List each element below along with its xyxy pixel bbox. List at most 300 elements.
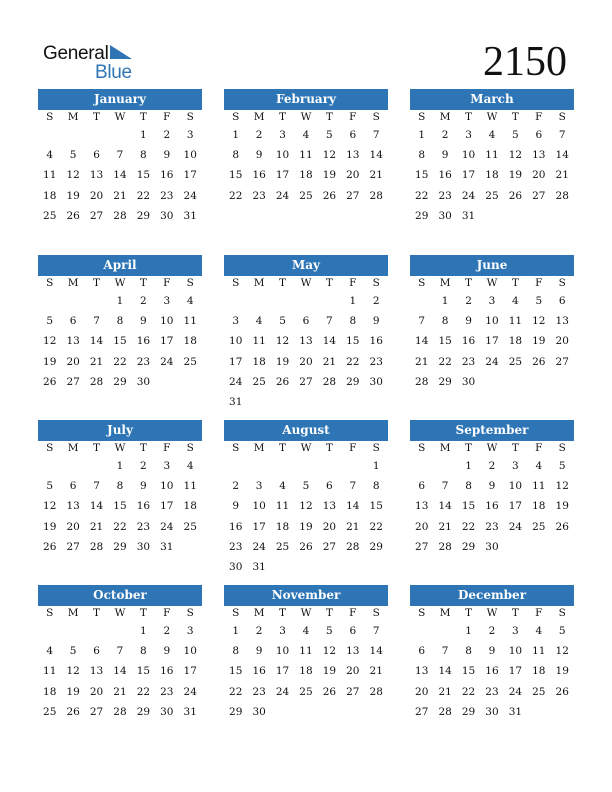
day-cell: 17	[508, 665, 523, 678]
weekday-label: W	[300, 277, 312, 289]
day-cell: 16	[160, 169, 174, 182]
day-cell: 9	[232, 500, 240, 513]
day-cell: 20	[322, 520, 337, 533]
weekday-label: W	[114, 111, 126, 123]
day-cell: 29	[229, 705, 243, 718]
weekday-label: F	[163, 442, 171, 454]
weekday-label: S	[372, 442, 380, 454]
weekday-label: F	[163, 607, 171, 619]
day-cell: 27	[89, 209, 104, 222]
day-cell: 14	[346, 500, 360, 513]
weekday-label: T	[93, 607, 101, 619]
empty-day-cell	[433, 456, 456, 476]
month-august	[224, 420, 388, 577]
day-cell: 19	[322, 169, 337, 182]
day-cell: 12	[555, 645, 569, 658]
day-cell: 20	[346, 169, 360, 182]
empty-day-cell	[294, 456, 317, 476]
day-cell: 4	[46, 149, 54, 162]
day-cell: 14	[113, 665, 127, 678]
day-cell: 1	[140, 625, 147, 637]
day-cell: 22	[461, 685, 476, 698]
day-cell: 26	[555, 520, 569, 533]
day-cell: 6	[418, 480, 426, 493]
day-cell: 14	[415, 335, 429, 348]
empty-day-cell	[224, 456, 247, 476]
day-cell: 8	[441, 315, 449, 328]
weekday-label: W	[300, 442, 312, 454]
day-cell: 9	[255, 645, 263, 658]
day-cell: 9	[488, 480, 496, 493]
day-cell: 25	[299, 685, 313, 698]
day-cell: 19	[66, 685, 80, 698]
day-cell: 26	[43, 540, 57, 553]
day-cell: 7	[418, 315, 426, 328]
day-cell: 13	[322, 500, 337, 513]
day-cell: 20	[299, 355, 313, 368]
month-april	[38, 255, 202, 392]
weekday-label: T	[465, 277, 473, 289]
month-october	[38, 585, 202, 722]
day-cell: 5	[69, 645, 77, 658]
day-cell: 13	[346, 149, 360, 162]
day-cell: 11	[275, 500, 290, 513]
month-header: November	[224, 585, 388, 606]
day-cell: 6	[302, 315, 310, 328]
day-cell: 10	[229, 335, 243, 348]
weekday-label: S	[232, 111, 240, 123]
day-cell: 23	[229, 540, 243, 553]
month-day-grid	[38, 276, 202, 392]
day-cell: 17	[183, 169, 197, 182]
day-cell: 2	[255, 625, 263, 637]
day-cell: 26	[322, 685, 337, 698]
day-cell: 22	[136, 685, 151, 698]
day-cell: 17	[275, 169, 290, 182]
day-cell: 24	[508, 520, 523, 533]
day-cell: 28	[113, 209, 127, 222]
day-cell: 9	[140, 315, 147, 328]
day-cell: 12	[322, 149, 337, 162]
day-cell: 23	[160, 189, 174, 202]
day-cell: 13	[555, 315, 569, 328]
day-cell: 7	[326, 315, 333, 328]
day-cell: 8	[465, 480, 472, 493]
day-cell: 5	[512, 129, 519, 141]
month-day-grid	[410, 276, 574, 392]
empty-day-cell	[224, 291, 247, 311]
month-header: May	[224, 255, 388, 276]
weekday-label: T	[93, 442, 101, 454]
day-cell: 22	[438, 355, 452, 368]
weekday-label: S	[232, 442, 240, 454]
day-cell: 9	[441, 149, 449, 162]
weekday-label: F	[349, 607, 357, 619]
day-cell: 27	[532, 189, 546, 202]
day-cell: 19	[66, 189, 80, 202]
month-day-grid	[224, 276, 388, 412]
day-cell: 26	[43, 375, 57, 388]
day-cell: 19	[275, 355, 290, 368]
day-cell: 4	[46, 645, 54, 658]
day-cell: 3	[465, 129, 472, 141]
weekday-label: S	[558, 442, 566, 454]
day-cell: 23	[369, 355, 383, 368]
day-cell: 18	[183, 500, 197, 513]
day-cell: 24	[275, 189, 290, 202]
month-december	[410, 585, 574, 722]
day-cell: 14	[113, 169, 127, 182]
day-cell: 19	[299, 520, 313, 533]
day-cell: 15	[415, 169, 429, 182]
weekday-label: T	[325, 442, 333, 454]
day-cell: 25	[183, 355, 197, 368]
day-cell: 16	[252, 665, 266, 678]
day-cell: 22	[136, 189, 151, 202]
weekday-label: T	[279, 277, 287, 289]
day-cell: 14	[89, 500, 104, 513]
day-cell: 4	[535, 460, 543, 472]
day-cell: 4	[255, 315, 263, 328]
empty-day-cell	[410, 621, 433, 641]
day-cell: 18	[299, 665, 313, 678]
day-cell: 30	[438, 209, 452, 222]
day-cell: 29	[136, 209, 151, 222]
month-february	[224, 89, 388, 206]
weekday-label: T	[465, 607, 473, 619]
weekday-label: F	[535, 442, 543, 454]
weekday-label: T	[139, 607, 147, 619]
month-header: January	[38, 89, 202, 110]
day-cell: 6	[69, 480, 77, 493]
weekday-label: F	[349, 277, 357, 289]
day-cell: 24	[183, 189, 197, 202]
weekday-label: T	[93, 111, 101, 123]
day-cell: 17	[485, 335, 499, 348]
day-cell: 5	[302, 480, 310, 493]
weekday-label: T	[511, 607, 519, 619]
month-may	[224, 255, 388, 412]
day-cell: 2	[163, 129, 171, 141]
day-cell: 24	[183, 685, 197, 698]
day-cell: 27	[322, 540, 337, 553]
day-cell: 4	[186, 460, 194, 472]
day-cell: 7	[558, 129, 566, 141]
weekday-label: W	[114, 277, 126, 289]
day-cell: 2	[465, 295, 472, 307]
day-cell: 17	[183, 665, 197, 678]
day-cell: 31	[229, 395, 243, 408]
day-cell: 17	[252, 520, 266, 533]
day-cell: 4	[302, 625, 310, 637]
day-cell: 5	[558, 460, 566, 472]
day-cell: 31	[160, 540, 174, 553]
day-cell: 8	[140, 645, 147, 658]
day-cell: 28	[89, 375, 104, 388]
day-cell: 3	[279, 129, 286, 141]
weekday-label: M	[67, 111, 79, 123]
day-cell: 1	[465, 625, 472, 637]
day-cell: 25	[43, 209, 57, 222]
day-cell: 3	[163, 460, 171, 472]
weekday-label: M	[439, 607, 451, 619]
empty-day-cell	[318, 291, 341, 311]
empty-day-cell	[38, 456, 61, 476]
month-july	[38, 420, 202, 557]
logo-text-blue: Blue	[95, 62, 132, 83]
day-cell: 28	[322, 375, 337, 388]
day-cell: 4	[279, 480, 286, 493]
day-cell: 19	[322, 665, 337, 678]
day-cell: 28	[369, 685, 383, 698]
day-cell: 21	[555, 169, 569, 182]
day-cell: 23	[485, 685, 499, 698]
day-cell: 15	[229, 665, 243, 678]
weekday-label: M	[439, 111, 451, 123]
day-cell: 21	[369, 665, 383, 678]
weekday-label: M	[439, 277, 451, 289]
day-cell: 14	[322, 335, 337, 348]
weekday-label: F	[535, 111, 543, 123]
weekday-label: S	[372, 277, 380, 289]
day-cell: 16	[252, 169, 266, 182]
weekday-label: S	[232, 607, 240, 619]
empty-day-cell	[85, 125, 108, 145]
day-cell: 23	[438, 189, 452, 202]
day-cell: 25	[43, 705, 57, 718]
day-cell: 11	[183, 315, 197, 328]
day-cell: 7	[372, 129, 380, 141]
day-cell: 16	[136, 500, 151, 513]
day-cell: 1	[465, 460, 472, 472]
weekday-label: M	[253, 607, 265, 619]
month-header: June	[410, 255, 574, 276]
day-cell: 30	[136, 375, 151, 388]
month-january	[38, 89, 202, 226]
empty-day-cell	[433, 621, 456, 641]
day-cell: 20	[532, 169, 546, 182]
month-header: October	[38, 585, 202, 606]
weekday-label: S	[186, 277, 194, 289]
day-cell: 27	[555, 355, 569, 368]
day-cell: 29	[438, 375, 452, 388]
day-cell: 8	[349, 315, 357, 328]
day-cell: 25	[485, 189, 499, 202]
day-cell: 2	[232, 480, 240, 493]
weekday-label: T	[511, 442, 519, 454]
day-cell: 3	[232, 315, 240, 328]
day-cell: 2	[488, 460, 496, 472]
weekday-label: M	[67, 442, 79, 454]
day-cell: 3	[255, 480, 263, 493]
day-cell: 9	[465, 315, 472, 328]
empty-day-cell	[410, 291, 433, 311]
weekday-label: S	[46, 442, 54, 454]
empty-day-cell	[61, 125, 84, 145]
weekday-label: T	[511, 277, 519, 289]
day-cell: 13	[89, 169, 104, 182]
day-cell: 16	[160, 665, 174, 678]
day-cell: 12	[299, 500, 313, 513]
day-cell: 5	[69, 149, 77, 162]
day-cell: 8	[140, 149, 147, 162]
day-cell: 21	[89, 520, 104, 533]
day-cell: 29	[461, 540, 476, 553]
empty-day-cell	[61, 621, 84, 641]
day-cell: 9	[255, 149, 263, 162]
day-cell: 22	[113, 520, 127, 533]
day-cell: 24	[229, 375, 243, 388]
day-cell: 22	[113, 355, 127, 368]
day-cell: 16	[461, 335, 476, 348]
day-cell: 13	[415, 500, 429, 513]
day-cell: 16	[229, 520, 243, 533]
day-cell: 18	[485, 169, 499, 182]
weekday-label: T	[139, 442, 147, 454]
day-cell: 31	[183, 705, 197, 718]
day-cell: 27	[415, 540, 429, 553]
month-march	[410, 89, 574, 226]
day-cell: 20	[66, 355, 80, 368]
day-cell: 6	[349, 625, 357, 637]
weekday-label: S	[186, 442, 194, 454]
weekday-label: S	[46, 607, 54, 619]
month-september	[410, 420, 574, 557]
day-cell: 9	[488, 645, 496, 658]
day-cell: 15	[229, 169, 243, 182]
day-cell: 30	[485, 705, 499, 718]
weekday-label: M	[253, 442, 265, 454]
day-cell: 20	[66, 520, 80, 533]
day-cell: 3	[488, 295, 496, 307]
day-cell: 10	[485, 315, 499, 328]
day-cell: 5	[279, 315, 286, 328]
weekday-label: F	[535, 607, 543, 619]
day-cell: 12	[532, 315, 546, 328]
day-cell: 14	[369, 149, 383, 162]
day-cell: 28	[438, 705, 452, 718]
day-cell: 10	[160, 315, 174, 328]
weekday-label: W	[300, 111, 312, 123]
day-cell: 21	[89, 355, 104, 368]
weekday-label: T	[139, 277, 147, 289]
day-cell: 21	[322, 355, 337, 368]
weekday-label: F	[349, 111, 357, 123]
day-cell: 20	[89, 189, 104, 202]
day-cell: 22	[415, 189, 429, 202]
day-cell: 30	[229, 560, 243, 573]
month-day-grid	[38, 606, 202, 722]
empty-day-cell	[108, 621, 131, 641]
day-cell: 11	[532, 480, 546, 493]
day-cell: 2	[488, 625, 496, 637]
day-cell: 18	[532, 665, 546, 678]
day-cell: 6	[69, 315, 77, 328]
day-cell: 17	[160, 500, 174, 513]
weekday-label: W	[300, 607, 312, 619]
month-header: August	[224, 420, 388, 441]
day-cell: 11	[299, 149, 313, 162]
day-cell: 14	[438, 500, 452, 513]
day-cell: 6	[326, 480, 333, 493]
day-cell: 2	[140, 295, 147, 307]
generalblue-logo	[43, 43, 143, 83]
day-cell: 25	[508, 355, 523, 368]
weekday-label: S	[418, 607, 426, 619]
day-cell: 6	[535, 129, 543, 141]
day-cell: 12	[66, 665, 80, 678]
day-cell: 13	[415, 665, 429, 678]
day-cell: 2	[372, 295, 380, 307]
weekday-label: F	[163, 111, 171, 123]
empty-day-cell	[247, 291, 270, 311]
day-cell: 13	[346, 645, 360, 658]
day-cell: 27	[415, 705, 429, 718]
day-cell: 4	[488, 129, 496, 141]
day-cell: 29	[113, 540, 127, 553]
day-cell: 21	[369, 169, 383, 182]
day-cell: 1	[232, 129, 240, 141]
day-cell: 30	[252, 705, 266, 718]
day-cell: 31	[252, 560, 266, 573]
day-cell: 23	[160, 685, 174, 698]
day-cell: 16	[136, 335, 151, 348]
day-cell: 25	[532, 520, 546, 533]
day-cell: 15	[113, 500, 127, 513]
month-day-grid	[224, 441, 388, 577]
day-cell: 4	[302, 129, 310, 141]
weekday-label: S	[46, 277, 54, 289]
day-cell: 7	[441, 645, 449, 658]
day-cell: 6	[93, 645, 100, 658]
day-cell: 31	[461, 209, 476, 222]
day-cell: 10	[275, 645, 290, 658]
weekday-label: S	[418, 111, 426, 123]
weekday-label: T	[279, 442, 287, 454]
day-cell: 13	[66, 500, 80, 513]
day-cell: 18	[43, 685, 57, 698]
day-cell: 30	[160, 705, 174, 718]
day-cell: 18	[508, 335, 523, 348]
day-cell: 1	[116, 295, 124, 307]
day-cell: 25	[532, 685, 546, 698]
weekday-label: T	[325, 607, 333, 619]
day-cell: 11	[43, 169, 57, 182]
day-cell: 15	[438, 335, 452, 348]
day-cell: 27	[299, 375, 313, 388]
day-cell: 21	[438, 685, 452, 698]
day-cell: 29	[461, 705, 476, 718]
day-cell: 7	[116, 645, 124, 658]
month-day-grid	[224, 606, 388, 722]
day-cell: 4	[186, 295, 194, 307]
day-cell: 28	[555, 189, 569, 202]
day-cell: 18	[252, 355, 266, 368]
day-cell: 18	[183, 335, 197, 348]
day-cell: 19	[43, 355, 57, 368]
weekday-label: S	[558, 607, 566, 619]
weekday-label: W	[114, 442, 126, 454]
day-cell: 19	[508, 169, 523, 182]
day-cell: 13	[532, 149, 546, 162]
day-cell: 8	[116, 315, 124, 328]
empty-day-cell	[38, 621, 61, 641]
day-cell: 14	[369, 645, 383, 658]
day-cell: 26	[508, 189, 523, 202]
day-cell: 28	[369, 189, 383, 202]
day-cell: 31	[508, 705, 523, 718]
day-cell: 29	[346, 375, 360, 388]
